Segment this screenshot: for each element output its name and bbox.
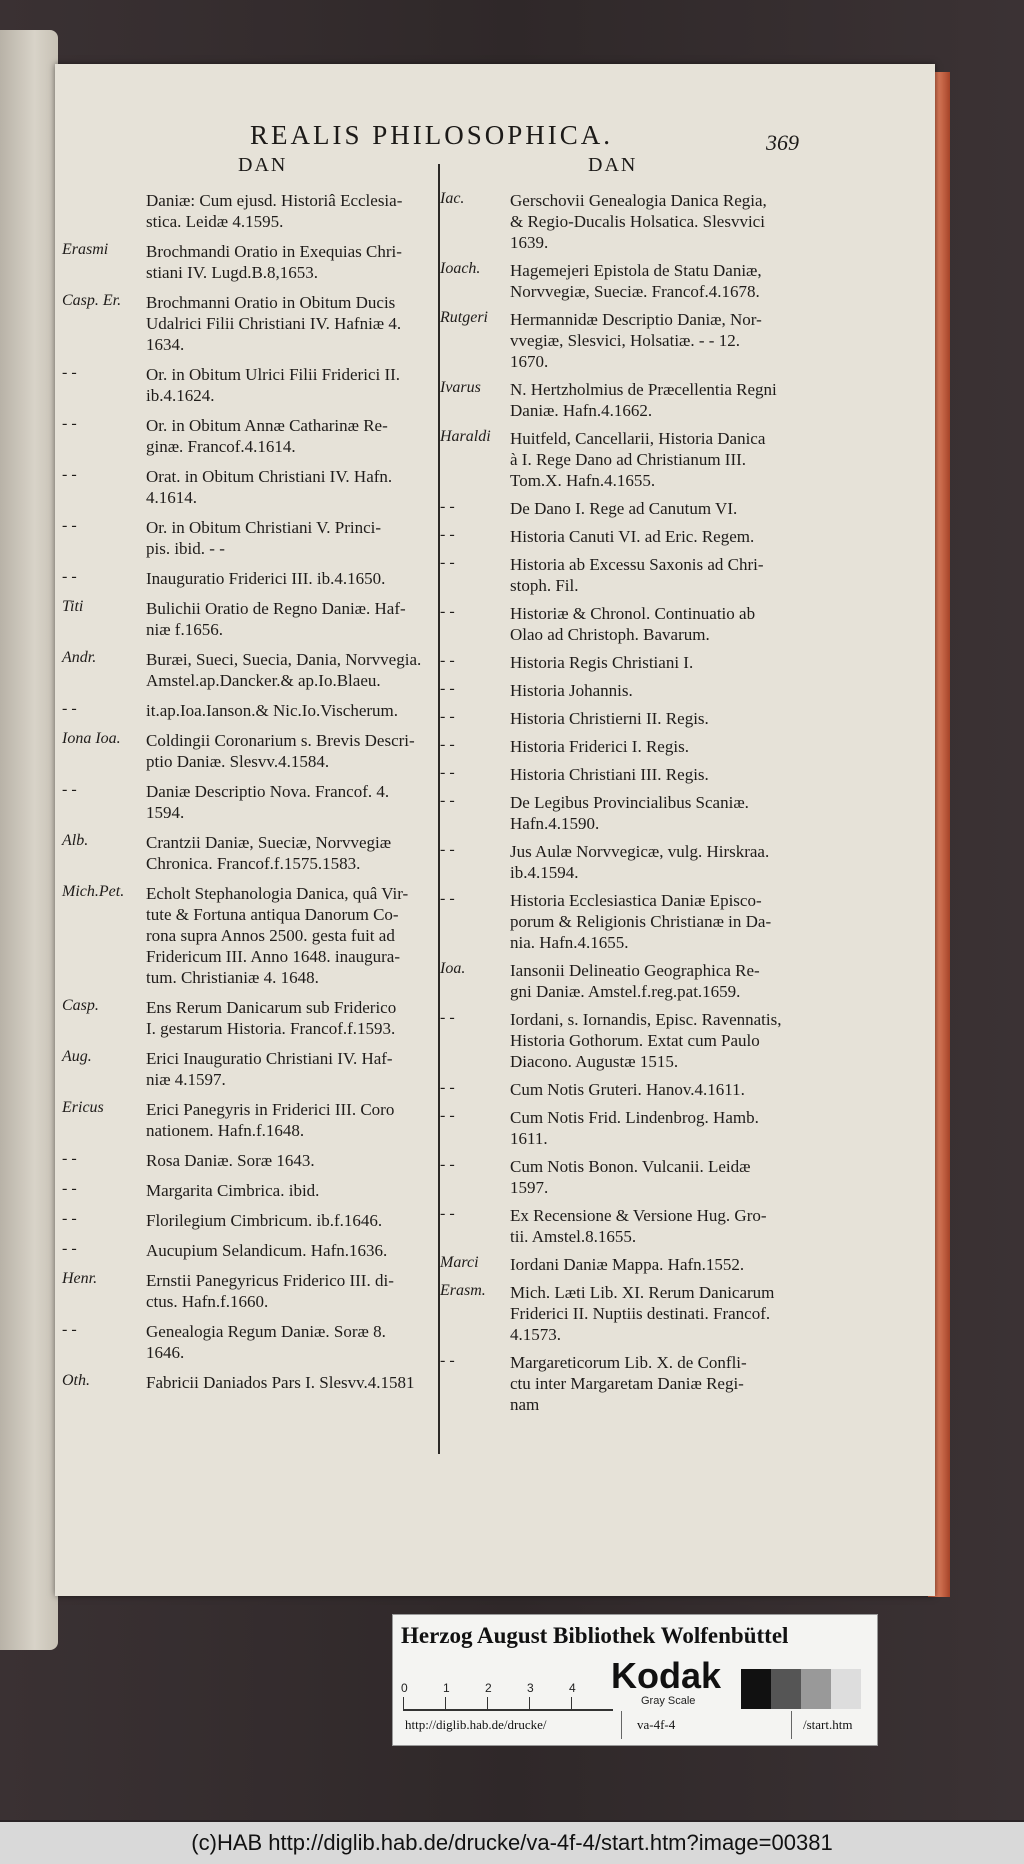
entry-key: - - (62, 1150, 77, 1167)
entry-line: Daniæ Descriptio Nova. Francof. 4. (146, 782, 390, 801)
entry-key: - - (62, 1180, 77, 1197)
entry-line: stoph. Fil. (510, 576, 579, 595)
bibliography-entry (440, 736, 810, 757)
entry-key: Oth. (62, 1372, 90, 1389)
entry-key: - - (62, 781, 77, 798)
bibliography-entry (62, 832, 432, 874)
entry-key: - - (62, 1210, 77, 1227)
bibliography-entry (440, 1107, 810, 1149)
entry-key: - - (440, 526, 455, 543)
entry-line: Hafn.4.1590. (510, 814, 600, 833)
entry-key: - - (62, 568, 77, 585)
gray-scale-patches (741, 1669, 861, 1709)
label-url-base: http://diglib.hab.de/drucke/ (405, 1717, 547, 1732)
entry-line: & Regio-Ducalis Holsatica. Slesvvici (510, 212, 765, 231)
entry-line: Olao ad Christoph. Bavarum. (510, 625, 710, 644)
entry-line: Florilegium Cimbricum. ib.f.1646. (146, 1211, 383, 1230)
page-number: 369 (766, 130, 799, 155)
entry-key: Casp. (62, 997, 99, 1014)
entry-line: Tom.X. Hafn.4.1655. (510, 471, 656, 490)
entry-line: tii. Amstel.8.1655. (510, 1227, 637, 1246)
bibliography-entry (440, 1079, 810, 1100)
bibliography-entry (440, 708, 810, 729)
entry-key: Ioa. (440, 960, 466, 977)
ruler-number: 3 (527, 1681, 534, 1695)
entry-line: it.ap.Ioa.Ianson.& Nic.Io.Vischerum. (146, 701, 399, 720)
entry-key: Ivarus (440, 379, 481, 396)
bibliography-entry (62, 1240, 432, 1261)
bibliography-entry (62, 1180, 432, 1201)
ruler-tick (445, 1697, 446, 1709)
entry-key: - - (440, 498, 455, 515)
bibliography-entry (440, 260, 810, 302)
bibliography-entry (440, 890, 810, 953)
bibliography-entry (62, 730, 432, 772)
entry-line: nia. Hafn.4.1655. (510, 933, 629, 952)
entry-line: nationem. Hafn.f.1648. (146, 1121, 305, 1140)
entry-key: Henr. (62, 1270, 98, 1287)
entry-line: 1670. (510, 352, 549, 371)
entry-line: Amstel.ap.Dancker.& ap.Io.Blaeu. (146, 671, 381, 690)
entry-key: - - (62, 364, 77, 381)
bibliography-entry (62, 517, 432, 559)
entry-line: Margarita Cimbrica. ibid. (146, 1181, 320, 1200)
entry-line: Genealogia Regum Daniæ. Soræ 8. (146, 1322, 386, 1341)
entry-line: 1611. (510, 1129, 548, 1148)
entry-line: Udalrici Filii Christiani IV. Hafniæ 4. (146, 314, 402, 333)
bibliography-entry (62, 241, 432, 283)
entry-key: Ioach. (440, 260, 481, 277)
entry-line: Friderici II. Nuptiis destinati. Francof. (510, 1304, 771, 1323)
bibliography-entry (62, 700, 432, 721)
entry-line: ginæ. Francof.4.1614. (146, 437, 296, 456)
entry-line: Aucupium Selandicum. Hafn.1636. (146, 1241, 388, 1260)
entry-line: Orat. in Obitum Christiani IV. Hafn. (146, 467, 393, 486)
entry-line: 4.1573. (510, 1325, 561, 1344)
entry-line: Historia Regis Christiani I. (510, 653, 694, 672)
right-column (440, 190, 810, 1422)
entry-key: - - (440, 1205, 455, 1222)
entry-key: - - (440, 1009, 455, 1026)
left-column-head: DAN (238, 154, 288, 176)
entry-key: - - (440, 890, 455, 907)
bibliography-entry (440, 428, 810, 491)
entry-key: Andr. (62, 649, 97, 666)
ruler-tick (487, 1697, 488, 1709)
entry-line: Cum Notis Gruteri. Hanov.4.1611. (510, 1080, 745, 1099)
entry-line: ctu inter Margaretam Daniæ Regi- (510, 1374, 744, 1393)
bibliography-entry (62, 466, 432, 508)
entry-line: pis. ibid. - - (146, 539, 225, 558)
bibliography-entry (440, 1156, 810, 1198)
entry-key: Rutgeri (440, 309, 488, 326)
ruler-tick (403, 1697, 404, 1709)
entry-line: Hermannidæ Descriptio Daniæ, Nor- (510, 310, 762, 329)
bibliography-entry (62, 415, 432, 457)
bibliography-entry (62, 292, 432, 355)
entry-key: - - (62, 415, 77, 432)
entry-line: Historia Ecclesiastica Daniæ Episco- (510, 891, 762, 910)
entry-line: nam (510, 1395, 540, 1414)
entry-key: - - (440, 792, 455, 809)
bibliography-entry (440, 960, 810, 1002)
entry-line: à I. Rege Dano ad Christianum III. (510, 450, 747, 469)
entry-line: De Legibus Provincialibus Scaniæ. (510, 793, 749, 812)
entry-key: Mich.Pet. (62, 883, 125, 900)
bibliography-entry (440, 498, 810, 519)
bibliography-entry (62, 997, 432, 1039)
left-page-edge (0, 30, 58, 1650)
entry-line: Historia Friderici I. Regis. (510, 737, 689, 756)
entry-line: 1634. (146, 335, 185, 354)
bibliography-entry (440, 792, 810, 834)
entry-key: - - (62, 466, 77, 483)
entry-line: niæ f.1656. (146, 620, 223, 639)
entry-line: Historia ab Excessu Saxonis ad Chri- (510, 555, 764, 574)
bibliography-entry (440, 603, 810, 645)
entry-line: Cum Notis Bonon. Vulcanii. Leidæ (510, 1157, 751, 1176)
entry-line: vvegiæ, Slesvici, Holsatiæ. - - 12. (510, 331, 740, 350)
bibliography-entry (440, 1254, 810, 1275)
entry-key: - - (440, 1107, 455, 1124)
entry-line: Historia Christierni II. Regis. (510, 709, 709, 728)
entry-line: Ernstii Panegyricus Friderico III. di- (146, 1271, 394, 1290)
bibliography-entry (62, 1210, 432, 1231)
entry-key: - - (62, 700, 77, 717)
entry-line: 1639. (510, 233, 549, 252)
bibliography-entry (62, 1099, 432, 1141)
entry-line: Huitfeld, Cancellarii, Historia Danica (510, 429, 766, 448)
bibliography-entry (62, 190, 432, 232)
entry-line: ib.4.1624. (146, 386, 215, 405)
bibliography-entry (440, 190, 810, 253)
entry-line: Or. in Obitum Annæ Catharinæ Re- (146, 416, 388, 435)
entry-line: Coldingii Coronarium s. Brevis Descri- (146, 731, 415, 750)
entry-line: ib.4.1594. (510, 863, 579, 882)
entry-line: gni Daniæ. Amstel.f.reg.pat.1659. (510, 982, 741, 1001)
entry-line: Fridericum III. Anno 1648. inaugura- (146, 947, 400, 966)
bibliography-entry (440, 379, 810, 421)
scale-ruler (403, 1661, 613, 1711)
entry-line: Inauguratio Friderici III. ib.4.1650. (146, 569, 386, 588)
entry-key: Casp. Er. (62, 292, 122, 309)
entry-line: Jus Aulæ Norvvegicæ, vulg. Hirskraa. (510, 842, 770, 861)
entry-key: - - (440, 652, 455, 669)
entry-line: De Dano I. Rege ad Canutum VI. (510, 499, 738, 518)
bibliography-entry (440, 1205, 810, 1247)
entry-line: 4.1614. (146, 488, 197, 507)
gray-patch (741, 1669, 771, 1709)
entry-line: Historia Johannis. (510, 681, 633, 700)
gray-patch (771, 1669, 801, 1709)
entry-line: 1646. (146, 1343, 185, 1362)
bibliography-entry (440, 841, 810, 883)
entry-key: - - (440, 603, 455, 620)
bibliography-entry (62, 1321, 432, 1363)
entry-key: - - (440, 1079, 455, 1096)
bibliography-entry (62, 598, 432, 640)
entry-line: Daniæ. Hafn.4.1662. (510, 401, 653, 420)
entry-key: - - (440, 1156, 455, 1173)
entry-line: tum. Christianiæ 4. 1648. (146, 968, 319, 987)
bibliography-entry (62, 1048, 432, 1090)
entry-key: - - (440, 680, 455, 697)
kodak-logo: Kodak (611, 1655, 722, 1696)
entry-line: Or. in Obitum Ulrici Filii Friderici II. (146, 365, 401, 384)
entry-key: Alb. (62, 832, 89, 849)
entry-key: Erasm. (440, 1282, 486, 1299)
left-column (62, 190, 432, 1402)
entry-line: Norvvegiæ, Sueciæ. Francof.4.1678. (510, 282, 760, 301)
bibliography-entry (62, 1150, 432, 1171)
entry-line: Daniæ: Cum ejusd. Historiâ Ecclesia- (146, 191, 403, 210)
entry-line: stiani IV. Lugd.B.8,1653. (146, 263, 319, 282)
entry-key: - - (62, 517, 77, 534)
entry-line: Ens Rerum Danicarum sub Friderico (146, 998, 397, 1017)
entry-key: Marci (440, 1254, 479, 1271)
entry-key: - - (440, 708, 455, 725)
entry-line: Or. in Obitum Christiani V. Princi- (146, 518, 382, 537)
entry-line: porum & Religionis Christianæ in Da- (510, 912, 772, 931)
bibliography-entry (62, 364, 432, 406)
entry-line: I. gestarum Historia. Francof.f.1593. (146, 1019, 396, 1038)
bibliography-entry (440, 1352, 810, 1415)
entry-line: Buræi, Sueci, Suecia, Dania, Norvvegia. (146, 650, 422, 669)
bibliography-entry (440, 1282, 810, 1345)
entry-key: Ericus (62, 1099, 104, 1116)
ruler-number: 4 (569, 1681, 576, 1695)
entry-line: Erici Inauguratio Christiani IV. Haf- (146, 1049, 393, 1068)
ruler-tick (571, 1697, 572, 1709)
entry-line: Historia Gothorum. Extat cum Paulo (510, 1031, 760, 1050)
entry-line: N. Hertzholmius de Præcellentia Regni (510, 380, 777, 399)
entry-line: ptio Daniæ. Slesvv.4.1584. (146, 752, 330, 771)
entry-key: Erasmi (62, 241, 109, 258)
entry-key: - - (440, 841, 455, 858)
entry-line: Brochmandi Oratio in Exequias Chri- (146, 242, 402, 261)
entry-line: Fabricii Daniados Pars I. Slesvv.4.1581 (146, 1373, 415, 1392)
label-separator (621, 1711, 622, 1739)
label-url-shelfmark: va-4f-4 (637, 1717, 676, 1732)
entry-key: - - (440, 554, 455, 571)
entry-key: Iona Ioa. (62, 730, 121, 747)
bibliography-entry (62, 1270, 432, 1312)
entry-line: Cum Notis Frid. Lindenbrog. Hamb. (510, 1108, 759, 1127)
label-url-page: /start.htm (803, 1717, 853, 1732)
entry-line: Bulichii Oratio de Regno Daniæ. Haf- (146, 599, 406, 618)
entry-line: 1597. (510, 1178, 549, 1197)
entry-line: Gerschovii Genealogia Danica Regia, (510, 191, 767, 210)
entry-key: - - (440, 764, 455, 781)
library-label (392, 1614, 878, 1746)
entry-line: rona supra Annos 2500. gesta fuit ad (146, 926, 395, 945)
entry-line: tute & Fortuna antiqua Danorum Co- (146, 905, 399, 924)
entry-key: - - (440, 1352, 455, 1369)
gray-patch (801, 1669, 831, 1709)
entry-line: Brochmanni Oratio in Obitum Ducis (146, 293, 396, 312)
right-column-head: DAN (588, 154, 638, 176)
entry-line: stica. Leidæ 4.1595. (146, 212, 284, 231)
entry-line: Iordani, s. Iornandis, Episc. Ravennatis, (510, 1010, 782, 1029)
gray-patch (831, 1669, 861, 1709)
ruler-tick (529, 1697, 530, 1709)
bibliography-entry (440, 309, 810, 372)
entry-key: Titi (62, 598, 84, 615)
entry-line: 1594. (146, 803, 185, 822)
bibliography-entry (440, 526, 810, 547)
bibliography-entry (440, 652, 810, 673)
entry-line: Margareticorum Lib. X. de Confli- (510, 1353, 747, 1372)
entry-key: - - (440, 736, 455, 753)
footer-link[interactable]: (c)HAB http://diglib.hab.de/drucke/va-4f-4/start.htm?image=00381 (0, 1822, 1024, 1864)
bibliography-entry (440, 680, 810, 701)
bibliography-entry (440, 764, 810, 785)
entry-line: Hagemejeri Epistola de Statu Daniæ, (510, 261, 762, 280)
entry-key: Aug. (62, 1048, 92, 1065)
entry-line: Historiæ & Chronol. Continuatio ab (510, 604, 756, 623)
bibliography-entry (62, 1372, 432, 1393)
ruler-number: 0 (401, 1681, 408, 1695)
entry-line: ctus. Hafn.f.1660. (146, 1292, 269, 1311)
entry-line: Echolt Stephanologia Danica, quâ Vir- (146, 884, 409, 903)
entry-key: - - (62, 1240, 77, 1257)
entry-line: Crantzii Daniæ, Sueciæ, Norvvegiæ (146, 833, 392, 852)
page-title: REALIS PHILOSOPHICA. (250, 120, 614, 150)
entry-line: Iansonii Delineatio Geographica Re- (510, 961, 760, 980)
entry-line: Iordani Daniæ Mappa. Hafn.1552. (510, 1255, 745, 1274)
label-separator (791, 1711, 792, 1739)
entry-line: Diacono. Augustæ 1515. (510, 1052, 679, 1071)
entry-line: niæ 4.1597. (146, 1070, 226, 1089)
ruler-number: 1 (443, 1681, 450, 1695)
bibliography-entry (62, 568, 432, 589)
bibliography-entry (62, 781, 432, 823)
entry-key: Haraldi (440, 428, 491, 445)
gray-scale-label: Gray Scale (641, 1695, 696, 1707)
entry-key: - - (62, 1321, 77, 1338)
entry-line: Historia Christiani III. Regis. (510, 765, 709, 784)
bibliography-entry (440, 1009, 810, 1072)
entry-line: Rosa Daniæ. Soræ 1643. (146, 1151, 315, 1170)
entry-line: Ex Recensione & Versione Hug. Gro- (510, 1206, 767, 1225)
bibliography-entry (62, 883, 432, 988)
bibliography-entry (62, 649, 432, 691)
entry-line: Historia Canuti VI. ad Eric. Regem. (510, 527, 755, 546)
entry-line: Mich. Læti Lib. XI. Rerum Danicarum (510, 1283, 775, 1302)
entry-key: Iac. (440, 190, 465, 207)
entry-line: Chronica. Francof.f.1575.1583. (146, 854, 361, 873)
library-name: Herzog August Bibliothek Wolfenbüttel (401, 1623, 789, 1648)
entry-line: Erici Panegyris in Friderici III. Coro (146, 1100, 395, 1119)
ruler-number: 2 (485, 1681, 492, 1695)
bibliography-entry (440, 554, 810, 596)
